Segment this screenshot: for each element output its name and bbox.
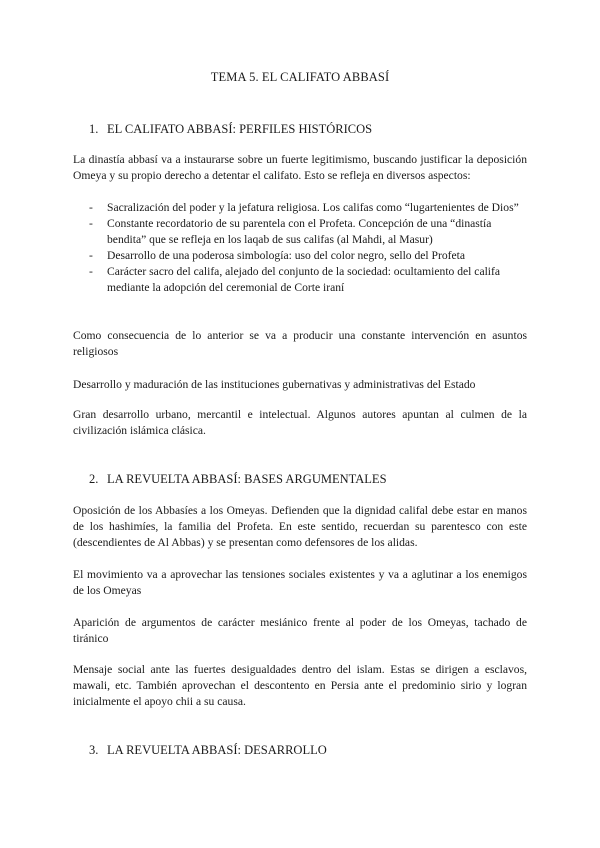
section-2-paragraph: Aparición de argumentos de carácter mesiánico frente al poder de los Omeyas, tachado de tiránico <box>73 616 527 645</box>
section-3-title: LA REVUELTA ABBASÍ: DESARROLLO <box>107 743 327 757</box>
dash-bullet-icon: - <box>89 201 93 214</box>
bullet-item: - Desarrollo de una poderosa simbología: uso del color negro, sello del Profeta <box>89 249 466 262</box>
section-1-intro: La dinastía abbasí va a instaurarse sobre un fuerte legitimismo, buscando justificar la deposición Omeya y su propio derecho a detentar el califato. Esto se refleja en diversos aspectos: <box>73 153 527 182</box>
bullet-item: - Carácter sacro del califa, alejado del conjunto de la sociedad: ocultamiento del califa mediante la adopción del ceremonial de Corte iraní <box>89 265 501 294</box>
bullet-item: - Constante recordatorio de su parentela con el Profeta. Concepción de una “dinastía bendita” que se refleja en los laqab de sus califas (al Mahdi, al Masur) <box>89 217 492 246</box>
dash-bullet-icon: - <box>89 265 93 278</box>
section-2-number: 2. <box>89 472 99 486</box>
dash-bullet-icon: - <box>89 217 93 230</box>
section-2-paragraph: El movimiento va a aprovechar las tensiones sociales existentes y va a aglutinar a los enemigos de los Omeyas <box>73 568 527 597</box>
section-1-title: EL CALIFATO ABBASÍ: PERFILES HISTÓRICOS <box>107 122 373 136</box>
section-2-paragraph: Oposición de los Abbasíes a los Omeyas. Defienden que la dignidad califal debe estar en manos de los hashimíes, la familia del Profeta. En este sentido, recuerdan su parentesco con este (descendientes de Al Abbas) y se presentan como defensores de los alidas. <box>73 504 527 549</box>
bullet-item: - Sacralización del poder y la jefatura religiosa. Los califas como “lugartenientes de Dios” <box>89 201 519 214</box>
section-3-heading <box>89 743 327 758</box>
section-1-paragraph: Desarrollo y maduración de las instituciones gubernativas y administrativas del Estado <box>73 378 476 391</box>
section-1-paragraph: Como consecuencia de lo anterior se va a producir una constante intervención en asuntos religiosos <box>73 329 527 358</box>
section-2-title: LA REVUELTA ABBASÍ: BASES ARGUMENTALES <box>107 472 387 486</box>
dash-bullet-icon: - <box>89 249 93 262</box>
section-2-paragraph: Mensaje social ante las fuertes desigualdades dentro del islam. Estas se dirigen a esclavos, mawali, etc. También aprovechan el descontento en Persia ante el predominio sirio y logran inicialmente el apoyo chii a su causa. <box>73 663 527 708</box>
section-1-bullet-list <box>89 200 527 296</box>
section-2-heading <box>89 472 387 487</box>
section-1-number: 1. <box>89 122 99 136</box>
document-title: TEMA 5. EL CALIFATO ABBASÍ <box>210 70 390 84</box>
section-1-paragraph: Gran desarrollo urbano, mercantil e intelectual. Algunos autores apuntan al culmen de la civilización islámica clásica. <box>73 408 527 437</box>
section-3-number: 3. <box>89 743 99 757</box>
section-1-heading <box>89 122 372 137</box>
